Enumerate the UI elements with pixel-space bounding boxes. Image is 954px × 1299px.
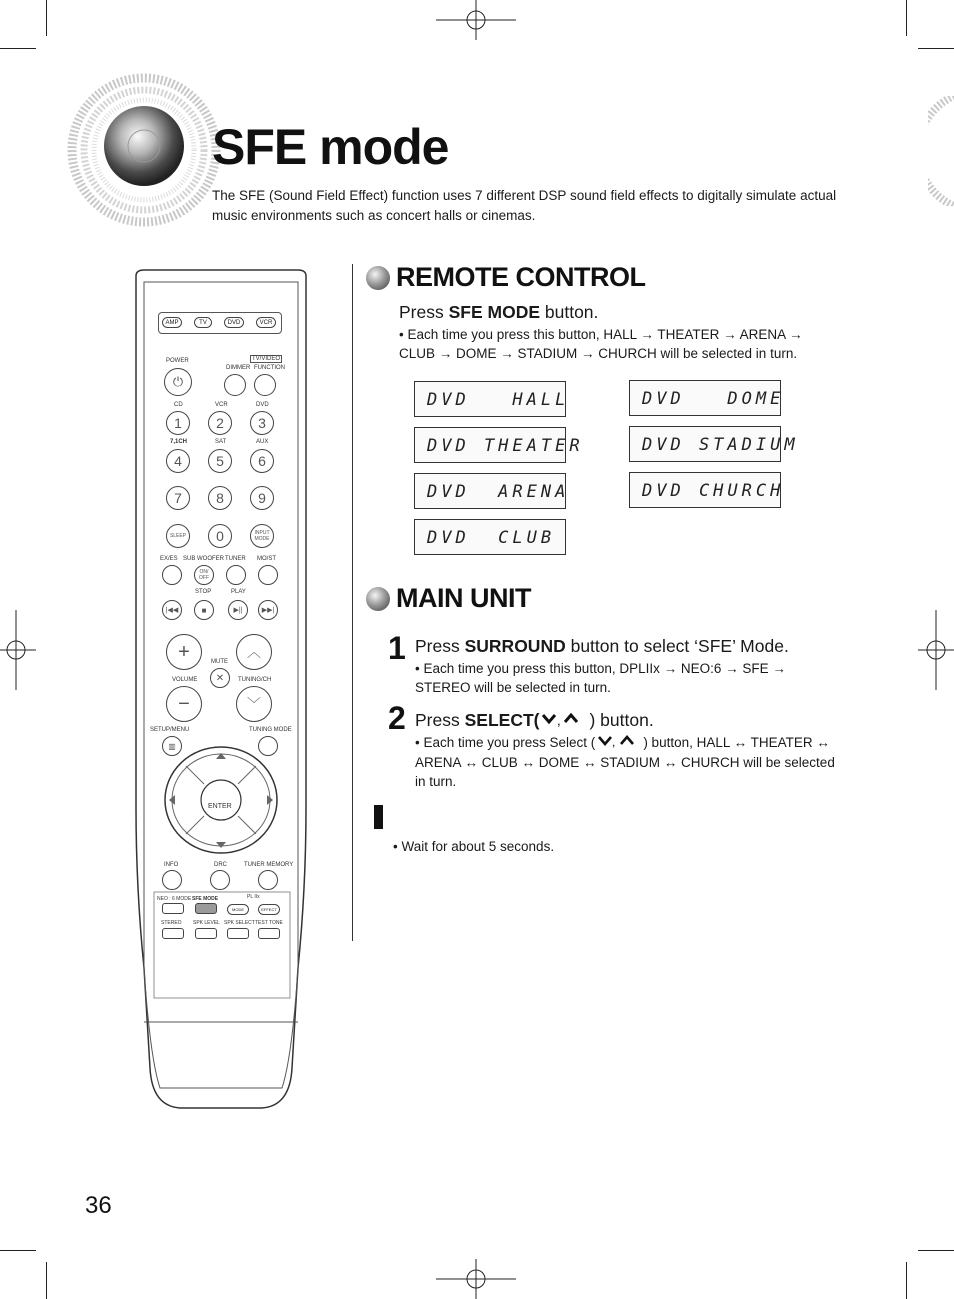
- volume-up-icon[interactable]: +: [166, 634, 202, 670]
- remote-bullet: • Each time you press this button, HALL → THEATER → ARENA → CLUB → DOME → STADIUM → CHURCH will be selected in turn.: [399, 327, 803, 361]
- crop-mark: [918, 48, 954, 49]
- dvd-source-button[interactable]: DVD: [224, 317, 244, 328]
- step1-bullet: • Each time you press this button, DPLIIx → NEO:6 → SFE → STEREO will be selected in turn.: [415, 661, 786, 695]
- most-label: MO/ST: [257, 556, 276, 562]
- stop-label: STOP: [195, 589, 212, 595]
- intro-text: The SFE (Sound Field Effect) function uses 7 different DSP sound field effects to digitally simulate actual music environments such as concert halls or cinemas.: [212, 188, 837, 223]
- spk-select-label: SPK SELECT: [224, 920, 255, 926]
- section-divider: [352, 264, 353, 941]
- lcd-display-club: DVD CLUB: [414, 519, 566, 555]
- crop-mark: [918, 1250, 954, 1251]
- step1-instruction: Press SURROUND button to select ‘SFE’ Mode.: [415, 636, 789, 656]
- input-mode-button[interactable]: INPUT MODE: [250, 524, 274, 548]
- remote-press-instruction: Press SFE MODE button.: [399, 302, 599, 322]
- crop-mark: [0, 1250, 36, 1251]
- mute-icon[interactable]: ✕: [210, 668, 230, 688]
- aux-label: AUX: [256, 439, 269, 445]
- lcd-display-stadium: DVD STADIUM: [629, 426, 781, 462]
- registration-mark-right: [918, 610, 954, 690]
- digit-4-button[interactable]: 4: [166, 449, 190, 473]
- neo6-mode-label: NEO : 6 MODE: [157, 896, 192, 902]
- onoff-button[interactable]: ON/ OFF: [194, 565, 214, 585]
- sat-label: SAT: [215, 439, 227, 445]
- pl2x-mode-button[interactable]: MODE: [227, 904, 249, 915]
- select-arrows-icon: [539, 710, 589, 733]
- subwoofer-label: SUB WOOFER: [183, 556, 225, 562]
- drc-label: DRC: [214, 862, 227, 868]
- play-pause-icon[interactable]: ▶||: [228, 600, 248, 620]
- power-label: POWER: [166, 358, 189, 364]
- spk-level-label: SPK LEVEL: [193, 920, 220, 926]
- crop-mark: [906, 0, 907, 36]
- setup-menu-label: SETUP/MENU: [150, 727, 190, 733]
- step2-instruction: Press SELECT( , ) button.: [415, 710, 654, 733]
- sfe-mode-button[interactable]: [195, 903, 217, 914]
- crop-mark: [0, 48, 36, 49]
- test-tone-label: TEST TONE: [255, 920, 283, 926]
- skip-back-icon[interactable]: |◀◀: [162, 600, 182, 620]
- registration-mark-left: [0, 610, 36, 690]
- note-text: • Wait for about 5 seconds.: [393, 839, 555, 854]
- dvd-label: DVD: [256, 402, 269, 408]
- page-number: 36: [85, 1192, 112, 1219]
- amp-button[interactable]: AMP: [162, 317, 182, 328]
- mute-label: MUTE: [211, 659, 228, 665]
- 71ch-label: 7,1CH: [170, 439, 188, 445]
- speaker-edge-decoration: [928, 96, 954, 206]
- main-unit-heading: MAIN UNIT: [396, 583, 531, 613]
- power-button[interactable]: ⏻: [164, 368, 192, 396]
- cd-label: CD: [174, 402, 183, 408]
- page-title: SFE mode: [212, 119, 449, 175]
- vcr-label: VCR: [215, 402, 228, 408]
- navigation-pad[interactable]: [162, 744, 280, 858]
- digit-0-button[interactable]: 0: [208, 524, 232, 548]
- registration-mark-top: [436, 0, 516, 40]
- bullet-ball-icon: [366, 266, 390, 290]
- remote-illustration: [132, 268, 310, 1110]
- setup-menu-icon[interactable]: ▥: [162, 736, 182, 756]
- pl2x-label: PL IIx: [247, 894, 260, 900]
- volume-label: VOLUME: [172, 677, 198, 683]
- step2-bullet: • Each time you press Select ( , ) button, HALL ↔ THEATER ↔ ARENA ↔ CLUB ↔ DOME ↔ STADIUM ↔ CHURCH will be selected in turn.: [415, 734, 835, 789]
- speaker-decoration: [66, 68, 230, 238]
- sleep-button[interactable]: SLEEP: [166, 524, 190, 548]
- enter-label: ENTER: [208, 803, 232, 810]
- lcd-display-theater: DVD THEATER: [414, 427, 566, 463]
- info-button[interactable]: [162, 870, 182, 890]
- digit-7-button[interactable]: 7: [166, 486, 190, 510]
- lcd-display-church: DVD CHURCH: [629, 472, 781, 508]
- note-marker: [374, 805, 383, 829]
- tv-button[interactable]: TV: [194, 317, 212, 328]
- play-label: PLAY: [231, 589, 246, 595]
- stop-icon[interactable]: ■: [194, 600, 214, 620]
- drc-button[interactable]: [210, 870, 230, 890]
- svg-text:,: ,: [612, 734, 616, 748]
- digit-3-button[interactable]: 3: [250, 411, 274, 435]
- tuner-button[interactable]: [226, 565, 246, 585]
- stereo-button[interactable]: [162, 928, 184, 939]
- tuning-mode-label: TUNING MODE: [249, 727, 292, 733]
- info-label: INFO: [164, 862, 179, 868]
- tuning-ch-label: TUNING/CH: [238, 677, 272, 683]
- test-tone-button[interactable]: [258, 928, 280, 939]
- lcd-display-hall: DVD HALL: [414, 381, 566, 417]
- skip-forward-icon[interactable]: ▶▶|: [258, 600, 278, 620]
- crop-mark: [46, 0, 47, 36]
- digit-1-button[interactable]: 1: [166, 411, 190, 435]
- select-arrows-icon: [595, 734, 643, 753]
- function-label: FUNCTION: [254, 365, 285, 371]
- vcr-source-button[interactable]: VCR: [256, 317, 276, 328]
- tuner-memory-button[interactable]: [258, 870, 278, 890]
- digit-8-button[interactable]: 8: [208, 486, 232, 510]
- exes-button[interactable]: [162, 565, 182, 585]
- digit-6-button[interactable]: 6: [250, 449, 274, 473]
- tuning-down-icon[interactable]: ﹀: [236, 686, 272, 722]
- registration-mark-bottom: [436, 1259, 516, 1299]
- crop-mark: [46, 1262, 47, 1299]
- dimmer-label: DIMMER: [226, 365, 251, 371]
- neo6-mode-button[interactable]: [162, 903, 184, 914]
- step-number-2: 2: [388, 700, 406, 736]
- tv-video-label: TV/VIDEO: [252, 356, 281, 362]
- svg-text:,: ,: [557, 713, 562, 728]
- pl2x-effect-button[interactable]: EFFECT: [258, 904, 280, 915]
- digit-9-button[interactable]: 9: [250, 486, 274, 510]
- tuning-up-icon[interactable]: ︿: [236, 634, 272, 670]
- crop-mark: [906, 1262, 907, 1299]
- digit-2-button[interactable]: 2: [208, 411, 232, 435]
- remote-body-outline: [132, 268, 310, 1110]
- lcd-display-arena: DVD ARENA: [414, 473, 566, 509]
- remote-control-heading: REMOTE CONTROL: [396, 262, 646, 292]
- spk-select-button[interactable]: [227, 928, 249, 939]
- spk-level-button[interactable]: [195, 928, 217, 939]
- function-button[interactable]: [254, 374, 276, 396]
- exes-label: EX/ES: [160, 556, 178, 562]
- volume-down-icon[interactable]: −: [166, 686, 202, 722]
- digit-5-button[interactable]: 5: [208, 449, 232, 473]
- tuner-memory-label: TUNER MEMORY: [244, 862, 294, 868]
- step-number-1: 1: [388, 630, 406, 666]
- tuner-label: TUNER: [225, 556, 246, 562]
- dimmer-button[interactable]: [224, 374, 246, 396]
- sfe-mode-label: SFE MODE: [192, 896, 219, 902]
- bullet-ball-icon: [366, 587, 390, 611]
- lcd-display-dome: DVD DOME: [629, 380, 781, 416]
- stereo-label: STEREO: [161, 920, 182, 926]
- most-button[interactable]: [258, 565, 278, 585]
